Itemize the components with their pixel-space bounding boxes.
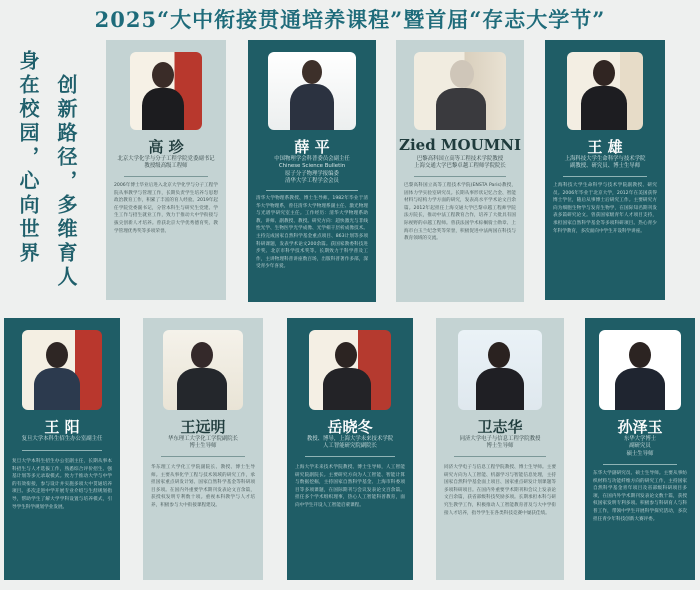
- divider: [266, 190, 358, 191]
- speaker-card-wang-yuanming: [143, 318, 263, 580]
- speaker-title: 复旦大学本科生招生办公室副主任: [21, 436, 103, 442]
- speaker-photo: [414, 52, 506, 130]
- speaker-card-wang-yang: [4, 318, 120, 580]
- speaker-bio: 上海大学未来技术学院教授、博士生导师，人工智能研究院副院长。主要研究方向为人工智能、智能计算与数据挖掘，主持国家自然科学基金、上海市科委项目等多项课题，在国际期刊与会议发表论文百余篇。担任多个学术组织理事，热心人工智能科普教育，面向中学生开设人工智能启蒙课程。: [295, 465, 405, 508]
- speaker-card-zied-moumni: [396, 40, 524, 302]
- divider: [305, 456, 395, 457]
- speaker-bio: 东华大学副研究员、硕士生导师。主要从事纺织材料与功能纤维方向的研究工作，主持国家自然科学基金青年项目及省部级科研项目多项，在国内外学术期刊发表论文数十篇，获授权国家发明专利多项。积极参与科研育人与科普工作，带领中学生开展科学探究活动，多次担任青少年科技创新大赛评委。: [593, 471, 687, 522]
- slogan-left-1: 身在校园，心向世界: [16, 50, 40, 266]
- speaker-bio: 上海科技大学生命科学与技术学院副教授、研究员。2006年毕业于北京大学，2012年在美国获得博士学位，随后从事博士后研究工作。主要研究方向为细胞生物学与发育生物学，在国际知名期刊发表多篇研究论文。曾获国家级青年人才项目支持，承担国家自然科学基金等多项科研项目。热心青少年科学教育，多次面向中学生开设科学讲座。: [553, 183, 657, 234]
- speaker-name: 薛 平: [294, 138, 330, 156]
- speaker-bio: 清华大学物理系教授、博士生导师。1982年毕业于清华大学物理系，曾任清华大学物理系副主任、激光物理与光谱学研究室主任。工作经历：清华大学物理系助教、讲师、副教授、教授。研究方向：超快激光与非线性光学、生物医学光学成像、光学相干层析成像技术。主持完成国家自然科学基金重点项目、863计划等多项科研课题，发表学术论文200余篇。获国家教委科技进步奖、北京市科学技术奖等。长期致力于科学普及工作，主讲物理科普讲座数百场，出版科普著作多部，深受青少年喜爱。: [256, 196, 368, 270]
- speaker-name: 王 阳: [44, 418, 80, 436]
- speaker-title: 北京大学化学与分子工程学院党委副书记 教授级高级工程师: [117, 156, 215, 170]
- speaker-name: 岳晓冬: [327, 418, 373, 436]
- speaker-name: 王 雄: [587, 138, 623, 156]
- speaker-card-wang-xiong: [545, 40, 665, 300]
- speaker-title: 教授、博导，上海大学未来技术学院 人工智能研究院副院长: [306, 436, 394, 450]
- speaker-card-wei-zhihua: [436, 318, 564, 580]
- page-title: 2025“大中衔接贯通培养课程”暨首届“存志大学节”: [94, 7, 606, 32]
- speaker-photo: [22, 330, 102, 410]
- speaker-card-xue-ping: [248, 40, 376, 302]
- speaker-name: 卫志华: [477, 418, 523, 436]
- speaker-title: 上海科技大学生命科学与技术学院 副教授、研究员、博士生导师: [564, 156, 646, 170]
- divider: [124, 176, 208, 177]
- speaker-bio: 复旦大学本科生招生办公室副主任，长期从事本科招生与人才选拔工作，熟悉综合评价招生、强基计划等多元录取模式。致力于推动大学与中学的有效衔接，参与设计并实施多项大中贯通培养项目。多次走进中学开展专业介绍与生涯规划指导，帮助学生了解大学学科设置与培养模式，引导学生科学规划学业发展。: [12, 459, 112, 510]
- speaker-photo: [458, 330, 542, 410]
- speaker-title: 华东理工大学化工学院副院长 博士生导师: [167, 436, 239, 450]
- speaker-title: 中国物理学会科普委员会副主任 Chinese Science Bulletin 原子分子物理学报编委 清华大学工程学会会员: [274, 156, 350, 185]
- speaker-bio: 华东理工大学化工学院副院长、教授、博士生导师。主要从事化学工程与技术领域的研究工作，承担国家重点研发计划、国家自然科学基金等科研项目多项。在国内外重要学术期刊发表论文百余篇，获授权发明专利数十项。重视本科教学与人才培养，积极参与大中衔接课程建设。: [151, 465, 255, 508]
- speaker-name: Zied MOUMNI: [399, 136, 521, 154]
- slogan-left-2: 创新路径，多维育人: [54, 74, 78, 290]
- speaker-bio: 巴黎高科国立高等工程技术学院(ENSTA Paris)教授，固体力学实验室研究员。长期从事形状记忆合金、智能材料与结构力学方面的研究，发表高水平学术论文百余篇。2012年起担任上海交通大学巴黎卓越工程师学院法方院长，推动中法工程教育合作，培养了大批具有国际视野的卓越工程师。曾获法国学术棕榈骑士勋章、上海市白玉兰纪念奖等荣誉，积极促进中法两国在科技与教育领域的交流。: [404, 183, 516, 242]
- divider: [161, 456, 245, 457]
- speaker-name: 王远明: [180, 418, 226, 436]
- speaker-title: 同济大学电子与信息工程学院教授 博士生导师: [459, 436, 541, 450]
- speaker-photo: [163, 330, 243, 410]
- speaker-photo: [268, 52, 356, 130]
- speaker-photo: [599, 330, 681, 410]
- speaker-card-yue-xiaodong: [287, 318, 413, 580]
- speaker-photo: [309, 330, 391, 410]
- speaker-bio: 2006年博士毕业后进入北京大学化学与分子工程学院从事教学与管理工作，长期负责学生培养与思想政治教育工作，积累了丰富的育人经验。2019年起任学院党委副书记，分管本科生与研究生党建、学生工作与招生就业工作，致力于推动大中学衔接与拔尖创新人才培养。曾获北京大学优秀德育奖、教学管理优秀奖等多项荣誉。: [114, 183, 218, 234]
- divider: [454, 456, 546, 457]
- speaker-title: 东华大学博士 副研究员 硕士生导师: [623, 436, 657, 457]
- speaker-card-sun-zeyu: [585, 318, 695, 580]
- speaker-name: 孙泽玉: [617, 418, 663, 436]
- divider: [22, 450, 102, 451]
- divider: [563, 176, 647, 177]
- speaker-photo: [567, 52, 643, 130]
- divider: [603, 464, 677, 465]
- speaker-photo: [130, 52, 202, 130]
- speaker-card-gao-zhen: [106, 40, 226, 300]
- speaker-title: 巴黎高科国立高等工程技术学院教授 上海交通大学巴黎卓越工程师学院院长: [414, 156, 506, 170]
- speaker-bio: 同济大学电子与信息工程学院教授、博士生导师。主要研究方向为人工智能、机器学习与智能信息处理，主持国家自然科学基金面上项目、国家重点研发计划课题等多项科研项目。在国内外重要学术期刊和会议上发表论文百余篇，获省部级科技奖励多项。长期承担本科与研究生教学工作，积极推动人工智能教育普及与大中学衔接人才培养，指导学生在各类科技竞赛中屡获佳绩。: [444, 465, 556, 516]
- speaker-name: 高 珍: [148, 138, 184, 156]
- divider: [414, 176, 506, 177]
